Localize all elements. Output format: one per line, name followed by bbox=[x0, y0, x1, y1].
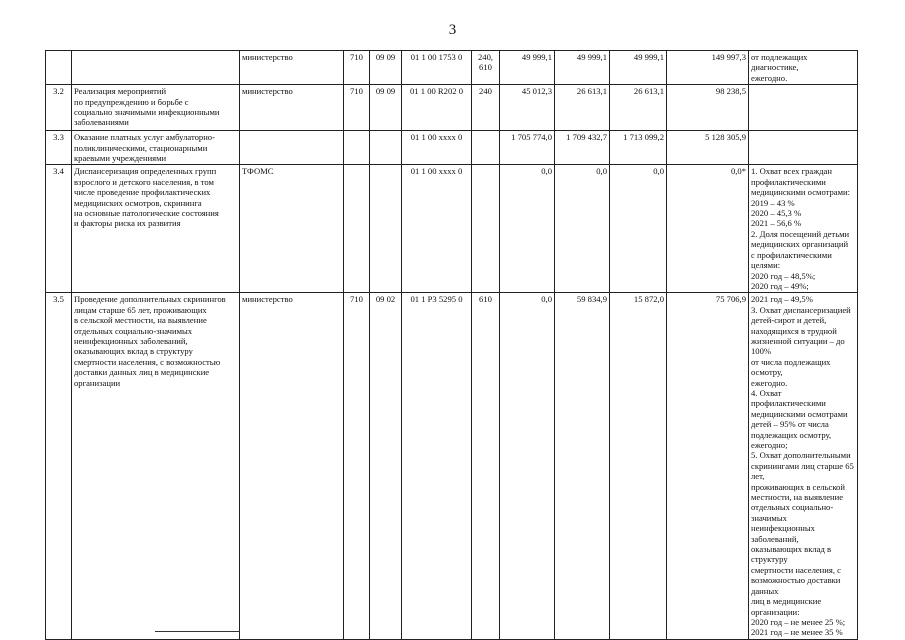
table-row bbox=[46, 293, 858, 639]
indicators bbox=[749, 85, 858, 131]
row-number: 3.3 bbox=[46, 131, 72, 165]
amount-2019: 0,0 bbox=[500, 165, 555, 293]
amount-2020: 0,0 bbox=[555, 165, 610, 293]
csr-code: 01 1 00 xxxx 0 bbox=[402, 165, 472, 293]
rzpr-code: 09 09 bbox=[370, 85, 402, 131]
measure-name: Реализация мероприятий по предупреждению и борьбе с социально значимыми инфекционными заболеваниями bbox=[72, 85, 240, 131]
amount-total: 0,0* bbox=[667, 165, 749, 293]
amount-2021: 0,0 bbox=[610, 165, 667, 293]
rzpr-code bbox=[370, 165, 402, 293]
csr-code: 01 1 00 1753 0 bbox=[402, 51, 472, 85]
indicators: 2021 год – 49,5% 3. Охват диспансеризацией детей-сирот и детей, находящихся в трудной жизненной ситуации – до 100% от числа подлежащих осмотру, ежегодно. 4. Охват профилактическими медицинскими осмотрами детей – 95% от числа подлежащих осмотру, ежегодно; 5. Охват дополнительными скринингами лиц старше 65 лет, проживающих в сельской местности, на выявление отдельных социально-значимых неинфекционных заболеваний, оказывающих вклад в структуру смертности населения, с возможностью доставки данных лиц в медицинские организации: 2020 год – не менее 25 %; 2021 год – не менее 35 % bbox=[749, 293, 858, 639]
amount-2019: 0,0 bbox=[500, 293, 555, 639]
amount-2020: 1 709 432,7 bbox=[555, 131, 610, 165]
amount-2021: 1 713 099,2 bbox=[610, 131, 667, 165]
amount-2021: 15 872,0 bbox=[610, 293, 667, 639]
amount-total: 75 706,9 bbox=[667, 293, 749, 639]
csr-code: 01 1 00 xxxx 0 bbox=[402, 131, 472, 165]
rzpr-code bbox=[370, 131, 402, 165]
amount-2019: 1 705 774,0 bbox=[500, 131, 555, 165]
measure-name: Диспансеризация определенных групп взрослого и детского населения, в том числе проведение профилактических медицинских осмотров, скрининга на основные патологические состояния и факторы риска их развития bbox=[72, 165, 240, 293]
row-number: 3.2 bbox=[46, 85, 72, 131]
executor: министерство bbox=[240, 51, 344, 85]
vr-code bbox=[472, 131, 500, 165]
executor bbox=[240, 131, 344, 165]
csr-code: 01 1 P3 5295 0 bbox=[402, 293, 472, 639]
amount-2020: 59 834,9 bbox=[555, 293, 610, 639]
vr-code: 240, 610 bbox=[472, 51, 500, 85]
page-number: 3 bbox=[448, 22, 457, 38]
table-row bbox=[46, 85, 858, 131]
amount-2019: 49 999,1 bbox=[500, 51, 555, 85]
executor: ТФОМС bbox=[240, 165, 344, 293]
grbs-code: 710 bbox=[344, 85, 370, 131]
amount-2020: 49 999,1 bbox=[555, 51, 610, 85]
grbs-code bbox=[344, 165, 370, 293]
indicators bbox=[749, 131, 858, 165]
table-row bbox=[46, 131, 858, 165]
vr-code: 240 bbox=[472, 85, 500, 131]
amount-total: 98 238,5 bbox=[667, 85, 749, 131]
csr-code: 01 1 00 R202 0 bbox=[402, 85, 472, 131]
rzpr-code: 09 09 bbox=[370, 51, 402, 85]
indicators: от подлежащих диагностике, ежегодно. bbox=[749, 51, 858, 85]
row-number bbox=[46, 51, 72, 85]
indicators: 1. Охват всех граждан профилактическими медицинскими осмотрами: 2019 – 43 % 2020 – 45,3 % 2021 – 56,6 % 2. Доля посещений детьми медицинских организаций с профилактическими целями: 2020 год – 48,5%; 2020 год – 49%; bbox=[749, 165, 858, 293]
amount-2020: 26 613,1 bbox=[555, 85, 610, 131]
amount-2021: 49 999,1 bbox=[610, 51, 667, 85]
grbs-code bbox=[344, 131, 370, 165]
footnote-divider bbox=[155, 631, 240, 632]
rzpr-code: 09 02 bbox=[370, 293, 402, 639]
amount-total: 5 128 305,9 bbox=[667, 131, 749, 165]
program-table bbox=[45, 50, 858, 640]
grbs-code: 710 bbox=[344, 51, 370, 85]
row-number: 3.5 bbox=[46, 293, 72, 639]
amount-total: 149 997,3 bbox=[667, 51, 749, 85]
row-number: 3.4 bbox=[46, 165, 72, 293]
measure-name: Оказание платных услуг амбулаторно- поликлиническими, стационарными краевыми учреждениями bbox=[72, 131, 240, 165]
amount-2019: 45 012,3 bbox=[500, 85, 555, 131]
table-row bbox=[46, 165, 858, 293]
table-row bbox=[46, 51, 858, 85]
amount-2021: 26 613,1 bbox=[610, 85, 667, 131]
vr-code bbox=[472, 165, 500, 293]
vr-code: 610 bbox=[472, 293, 500, 639]
executor: министерство bbox=[240, 85, 344, 131]
grbs-code: 710 bbox=[344, 293, 370, 639]
measure-name: Проведение дополнительных скринингов лицам старше 65 лет, проживающих в сельской местности, на выявление отдельных социально-значимых неинфекционных заболеваний, оказывающих вклад в структуру смертности населения, с возможностью доставки данных лиц в медицинские организации bbox=[72, 293, 240, 639]
executor: министерство bbox=[240, 293, 344, 639]
measure-name bbox=[72, 51, 240, 85]
